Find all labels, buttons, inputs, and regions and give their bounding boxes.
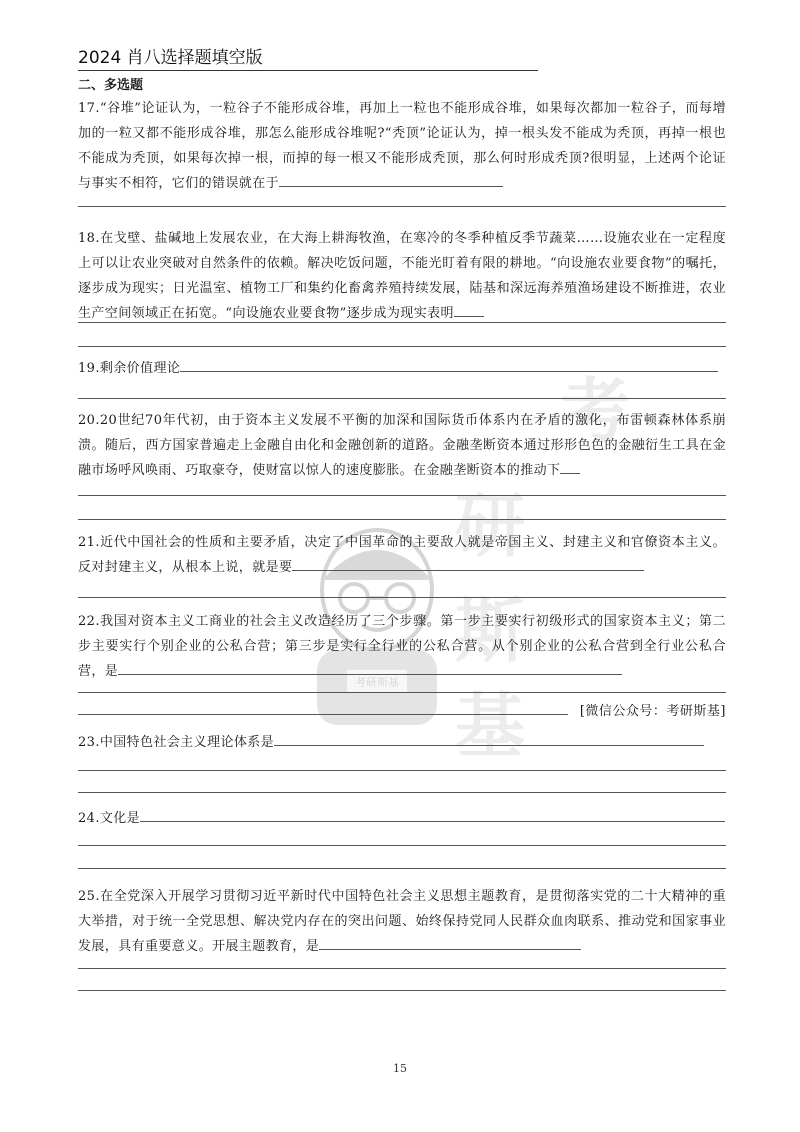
question-20 [78,408,726,483]
answer-line[interactable] [78,519,726,520]
question-17 [78,96,726,196]
answer-blank[interactable] [560,459,580,474]
question-18 [78,226,726,326]
page-header: 2024 肖八选择题填空版 [78,48,538,71]
answer-blank[interactable] [140,807,725,822]
section-title: 二、多选题 [78,78,144,93]
page-number: 15 [393,1062,407,1075]
question-22 [78,609,726,684]
answer-line[interactable] [78,495,726,496]
question-text: 24.文化是 [78,811,141,826]
answer-line[interactable] [78,845,726,846]
question-text: 25.在全党深入开展学习贯彻习近平新时代中国特色社会主义思想主题教育，是贯彻落实党的二十大精神的重大举措，对于统一全党思想、解决党内存在的突出问题、始终保持党同人民群众血肉联系、推动党和国家事业发展，具有重要意义。开展主题教育，是 [78,889,726,954]
answer-blank[interactable] [292,556,644,571]
watermark-char-2: 研 [455,484,525,567]
watermark-char-3: 斯 [455,589,525,672]
watermark-char-1: 考 [560,369,630,452]
answer-line[interactable] [78,990,726,991]
answer-blank[interactable] [279,172,503,187]
wechat-note: [微信公众号：考研斯基] [579,704,726,719]
question-21 [78,530,726,580]
answer-line[interactable] [78,398,726,399]
answer-line[interactable] [78,322,726,323]
answer-line[interactable] [78,868,726,869]
question-25 [78,884,726,959]
answer-line[interactable] [78,692,726,693]
question-text: 17.“谷堆”论证认为，一粒谷子不能形成谷堆，再加上一粒也不能形成谷堆，如果每次都加一粒谷子，而每增加的一粒又都不能形成谷堆，那怎么能形成谷堆呢?“秃顶”论证认为，掉一根头发不能成为秃顶，再掉一根也不能成为秃顶，如果每次掉一根，而掉的每一根又不能形成秃顶，那么何时形成秃顶?很明显，上述两个论证与事实不相符，它们的错误就在于 [78,101,726,191]
watermark-char-4: 基 [455,684,525,767]
question-24 [78,806,726,831]
answer-line[interactable] [78,968,726,969]
question-23 [78,730,726,755]
question-text: 21.近代中国社会的性质和主要矛盾，决定了中国革命的主要敌人就是帝国主义、封建主义和官僚资本主义。反对封建主义，从根本上说，就是要 [78,535,726,575]
watermark-badge-text: 考研斯基 [355,676,399,689]
answer-blank[interactable] [319,935,581,950]
question-text: 23.中国特色社会主义理论体系是 [78,735,275,750]
question-text: 19.剩余价值理论 [78,361,181,376]
answer-line[interactable] [78,597,726,598]
answer-blank[interactable] [274,731,704,746]
question-text: 20.20世纪70年代初，由于资本主义发展不平衡的加深和国际货币体系内在矛盾的激化，布雷顿森林体系崩溃。随后，西方国家普遍走上金融自由化和金融创新的道路。金融垄断资本通过形形色色的金融衍生工具在金融市场呼风唤雨、巧取豪夺，使财富以惊人的速度膨胀。在金融垄断资本的推动下 [78,413,726,478]
answer-line[interactable] [78,770,726,771]
answer-blank[interactable] [118,660,622,675]
question-text: 22.我国对资本主义工商业的社会主义改造经历了三个步骤。第一步主要实行初级形式的国家资本主义；第二步主要实行个别企业的公私合营；第三步是实行全行业的公私合营。从个别企业的公私合营到全行业公私合营，是 [78,614,726,679]
answer-blank[interactable] [454,302,484,317]
answer-line[interactable] [78,714,568,715]
answer-line[interactable] [78,792,726,793]
answer-line[interactable] [78,346,726,347]
answer-line[interactable] [78,206,726,207]
question-text: 18.在戈壁、盐碱地上发展农业，在大海上耕海牧渔，在寒冷的冬季种植反季节蔬菜……设施农业在一定程度上可以让农业突破对自然条件的依赖。解决吃饭问题，不能光盯着有限的耕地。“向设施农业要食物”的嘱托，逐步成为现实；日光温室、植物工厂和集约化畜禽养殖持续发展，陆基和深远海养殖渔场建设不断推进，农业生产空间领域正在拓宽。“向设施农业要食物”逐步成为现实表明 [78,231,726,321]
answer-blank[interactable] [180,357,718,372]
question-19 [78,356,726,381]
